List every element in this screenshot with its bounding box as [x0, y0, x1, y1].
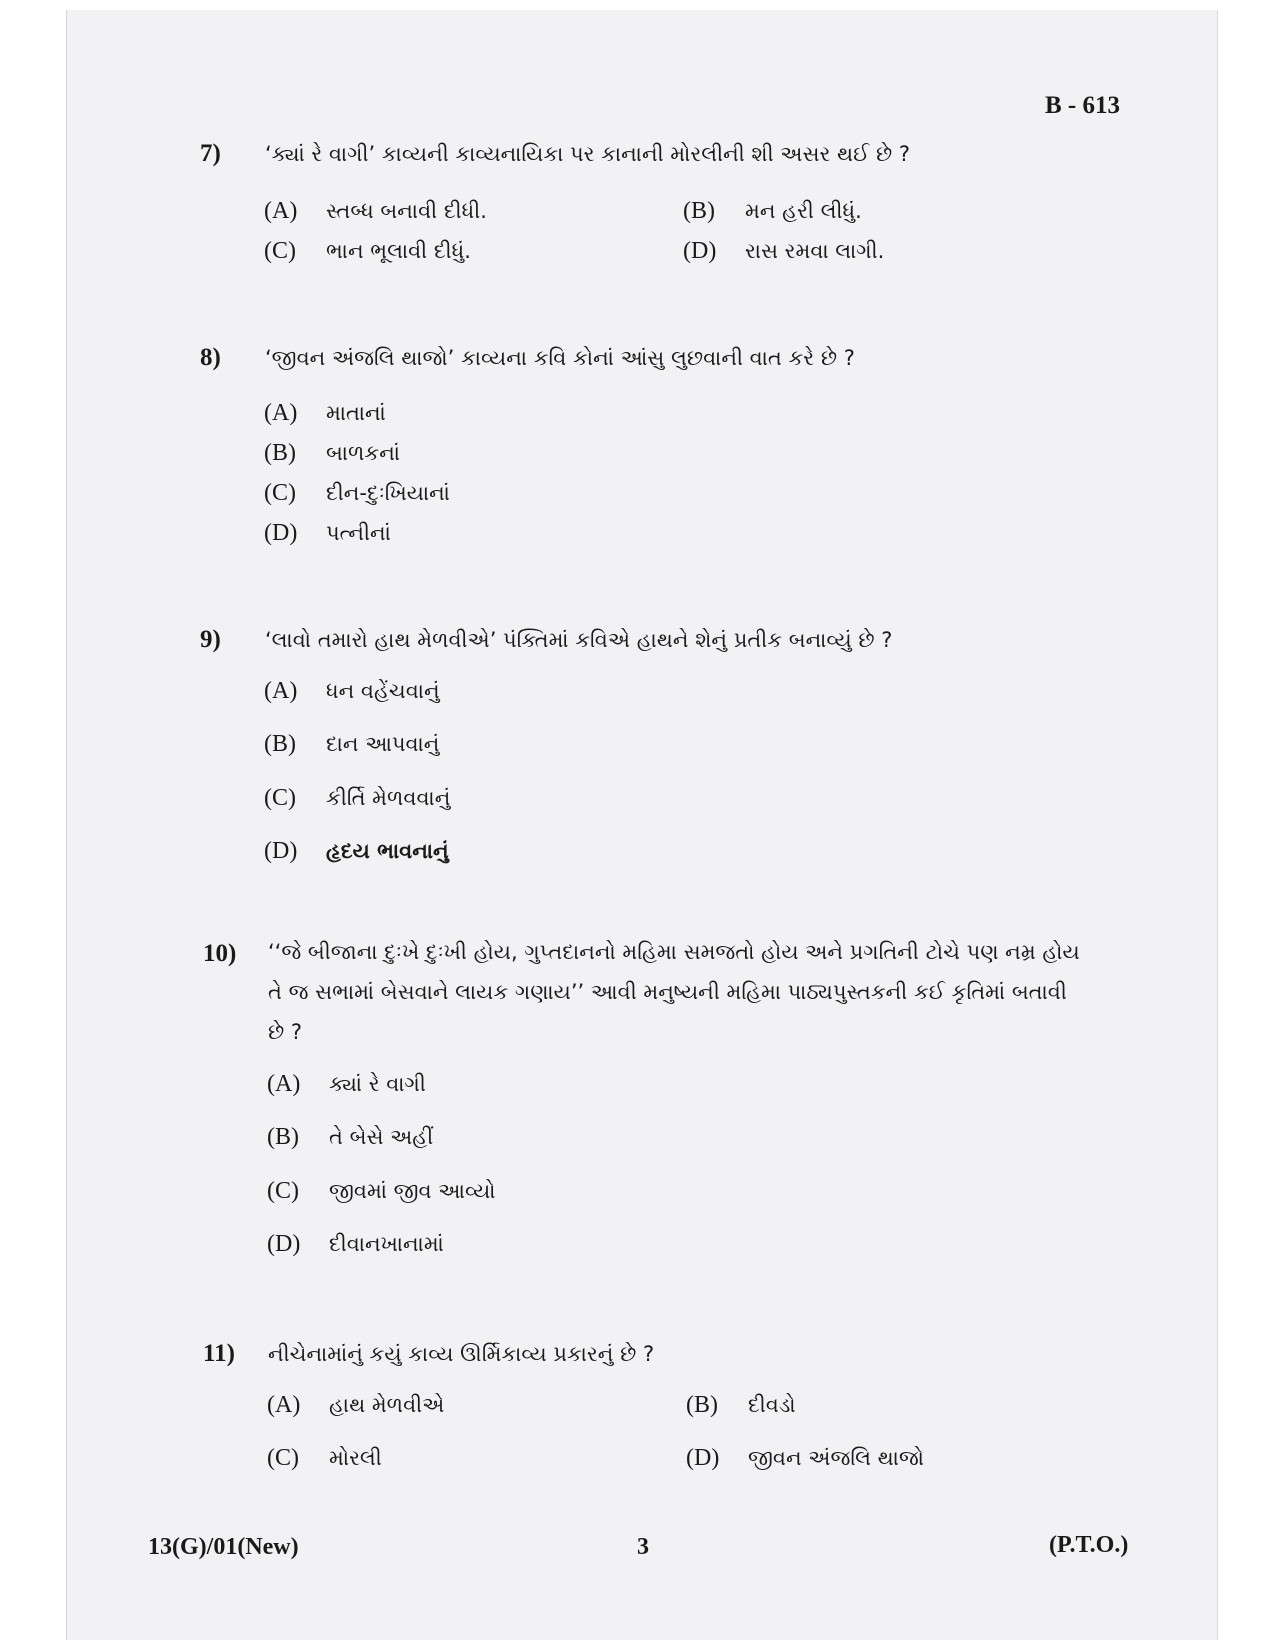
- please-turn-over: (P.T.O.): [1049, 1532, 1129, 1558]
- option: [264, 838, 449, 865]
- option-letter: (A): [267, 1392, 301, 1418]
- option-letter: (A): [264, 198, 298, 224]
- option-letter: (B): [267, 1124, 299, 1150]
- question-number: 9): [200, 626, 221, 653]
- option-text: મોરલી: [329, 1446, 382, 1470]
- option-text: ભાન ભૂલાવી દીધું.: [326, 239, 471, 263]
- question-number: 10): [203, 940, 237, 967]
- question-text: ‘જીવન અંજલિ થાજો’ કાવ્યના કવિ કોનાં આંસુ લુછવાની વાત કરે છે ?: [265, 346, 855, 370]
- question-text: નીચેનામાંનું કયું કાવ્ય ઊર્મિકાવ્ય પ્રકારનું છે ?: [268, 1342, 655, 1366]
- option-letter: (C): [267, 1445, 299, 1471]
- option-letter: (A): [264, 400, 298, 426]
- option: [264, 785, 450, 812]
- option: [264, 731, 439, 758]
- option-letter: (C): [264, 785, 296, 811]
- option-text: સ્તબ્ધ બનાવી દીધી.: [326, 199, 487, 223]
- option-text: માતાનાં: [326, 401, 386, 425]
- option: [267, 1178, 496, 1205]
- option-letter: (D): [264, 838, 298, 864]
- option-text: રાસ રમવા લાગી.: [745, 239, 885, 263]
- option-text: દીન-દુઃખિયાનાં: [326, 481, 450, 505]
- option: [686, 1392, 796, 1419]
- paper-code-footer: 13(G)/01(New): [148, 1534, 299, 1560]
- page-number: 3: [637, 1534, 649, 1560]
- option: [267, 1445, 382, 1472]
- question-number: 8): [200, 344, 221, 371]
- option: [683, 198, 862, 225]
- option: [267, 1124, 433, 1151]
- option-text: ક્યાં રે વાગી: [329, 1072, 426, 1096]
- question-number: 7): [200, 140, 221, 167]
- option: [264, 678, 440, 705]
- question-number: 11): [203, 1340, 235, 1367]
- option-text: હાથ મેળવીએ: [329, 1393, 445, 1417]
- exam-page: [66, 10, 1218, 1640]
- option-text: હૃદય ભાવનાનું: [326, 839, 449, 863]
- option: [264, 440, 400, 467]
- option-text: દાન આપવાનું: [326, 732, 440, 756]
- option: [267, 1231, 444, 1258]
- option-letter: (C): [264, 238, 296, 264]
- option-letter: (A): [264, 678, 298, 704]
- option-text: દીવડો: [748, 1393, 796, 1417]
- option-letter: (B): [264, 440, 296, 466]
- option-letter: (D): [264, 520, 298, 546]
- option-letter: (C): [267, 1178, 299, 1204]
- option-text: બાળકનાં: [326, 441, 401, 465]
- option-text: પત્નીનાં: [326, 521, 391, 545]
- option-text: ધન વહેંચવાનું: [326, 679, 440, 703]
- option-letter: (D): [267, 1231, 301, 1257]
- option-text: જીવમાં જીવ આવ્યો: [329, 1179, 496, 1203]
- option: [264, 520, 391, 547]
- option: [264, 480, 450, 507]
- option-letter: (B): [683, 198, 715, 224]
- option-letter: (B): [264, 731, 296, 757]
- option: [686, 1445, 924, 1472]
- option-text: તે બેસે અહીં: [329, 1125, 434, 1149]
- option-text: જીવન અંજલિ થાજો: [748, 1446, 924, 1470]
- option: [267, 1071, 426, 1098]
- option: [264, 400, 386, 427]
- option-text: દીવાનખાનામાં: [329, 1232, 444, 1256]
- paper-code: B - 613: [1045, 92, 1120, 119]
- option-text: કીર્તિ મેળવવાનું: [326, 786, 451, 810]
- question-text: ‘‘જે બીજાના દુઃખે દુઃખી હોય, ગુપ્તદાનનો મહિમા સમજતો હોય અને પ્રગતિની ટોચે પણ નમ્ર હોય તે જ સભામાં બેસવાને લાયક ગણાય’’ આવી મનુષ્યની મહિમા પાઠ્યપુસ્તકની કઈ કૃતિમાં બતાવી છે ?: [268, 940, 1080, 1044]
- option: [264, 198, 487, 225]
- option-text: મન હરી લીધું.: [745, 199, 862, 223]
- option-letter: (C): [264, 480, 296, 506]
- option-letter: (A): [267, 1071, 301, 1097]
- option-letter: (D): [683, 238, 717, 264]
- option-letter: (B): [686, 1392, 718, 1418]
- option: [683, 238, 884, 265]
- option: [264, 238, 471, 265]
- question-text: ‘લાવો તમારો હાથ મેળવીએ’ પંક્તિમાં કવિએ હાથને શેનું પ્રતીક બનાવ્યું છે ?: [265, 628, 893, 652]
- option: [267, 1392, 444, 1419]
- question-text: ‘ક્યાં રે વાગી’ કાવ્યની કાવ્યનાયિકા પર કાનાની મોરલીની શી અસર થઈ છે ?: [265, 142, 911, 166]
- option-letter: (D): [686, 1445, 720, 1471]
